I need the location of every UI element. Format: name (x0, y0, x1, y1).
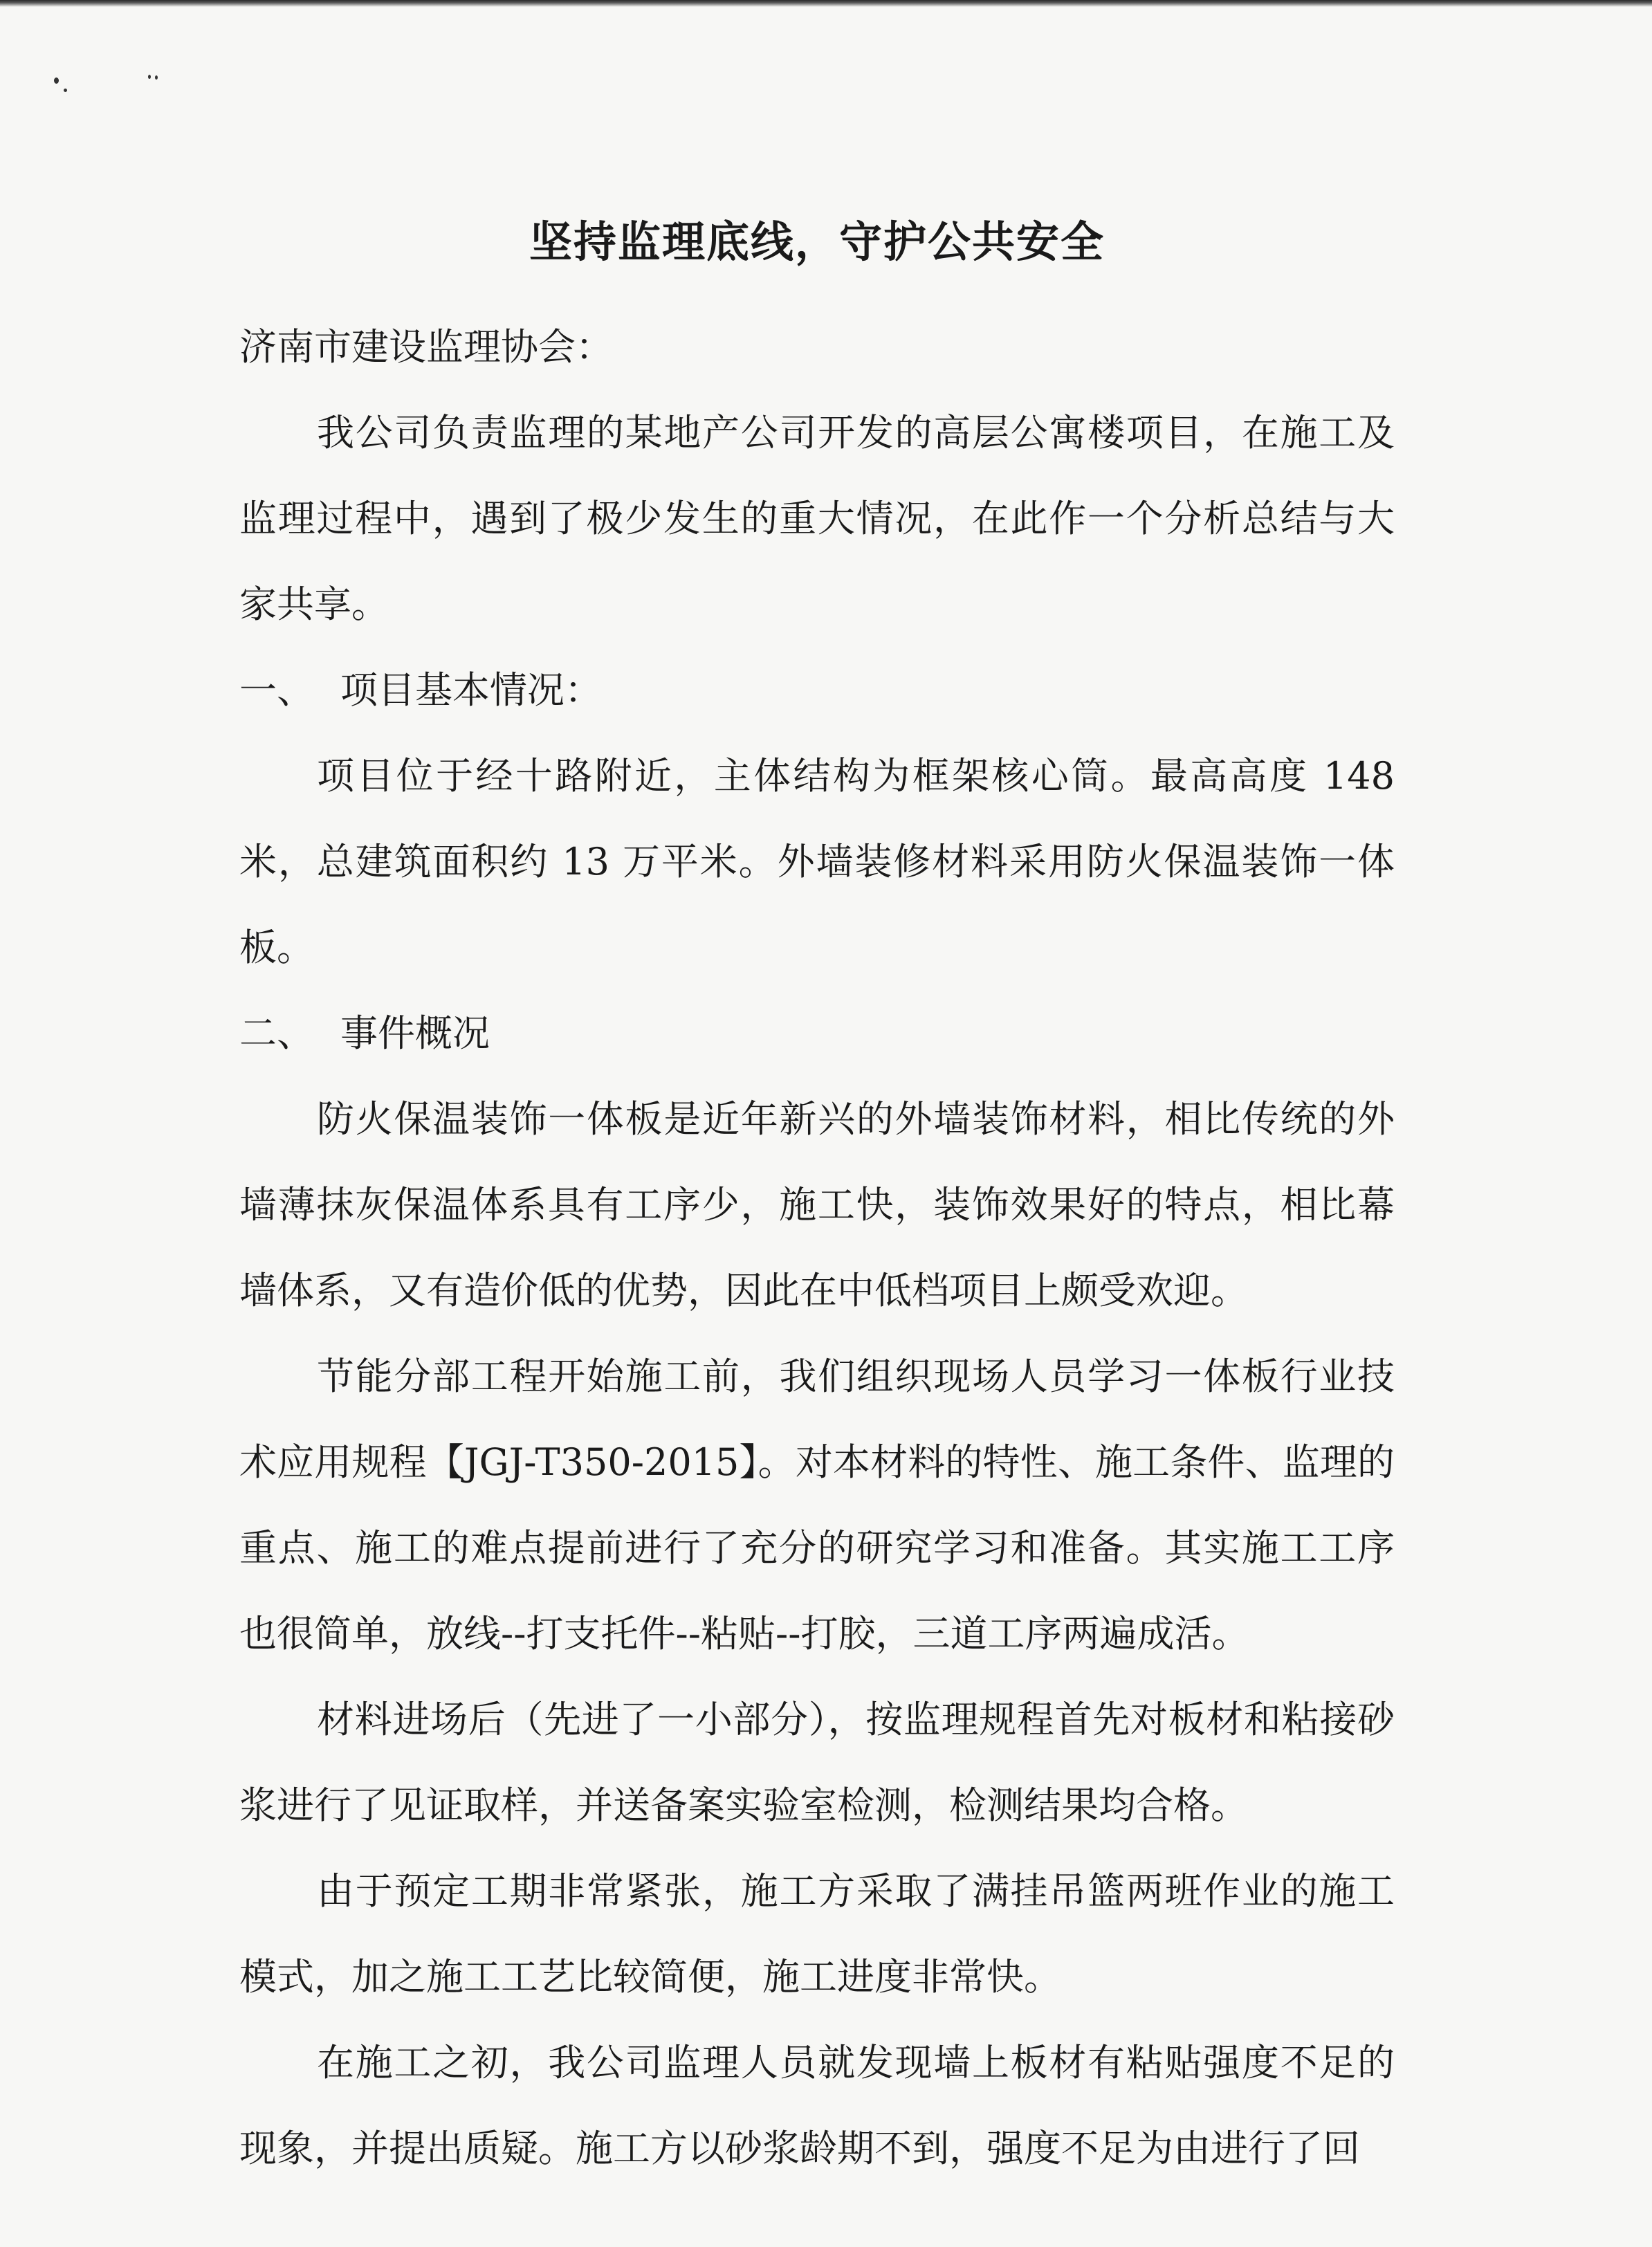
scan-speck (54, 77, 59, 84)
body-paragraph: 在施工之初，我公司监理人员就发现墙上板材有粘贴强度不足的现象，并提出质疑。施工方以砂浆龄期不到，强度不足为由进行了回 (239, 2041, 1395, 2170)
document-page (239, 208, 1395, 2192)
section-title: 项目基本情况： (340, 668, 602, 712)
body-paragraph: 防火保温装饰一体板是近年新兴的外墙装饰材料，相比传统的外墙薄抹灰保温体系具有工序少，施工快，装饰效果好的特点，相比幕墙体系，又有造价低的优势，因此在中低档项目上颇受欢迎。 (239, 1097, 1395, 1312)
body-paragraph: 材料进场后（先进了一小部分），按监理规程首先对板材和粘接砂浆进行了见证取样，并送备案实验室检测，检测结果均合格。 (239, 1698, 1395, 1827)
scan-speck (148, 75, 151, 79)
section-number: 一、 (239, 668, 314, 712)
section-number: 二、 (239, 1011, 314, 1055)
section-heading-1 (239, 648, 1395, 733)
salutation: 济南市建设监理协会： (239, 325, 613, 369)
body-paragraph: 项目位于经十路附近，主体结构为框架核心筒。最高高度 148 米，总建筑面积约 13 万平米。外墙装修材料采用防火保温装饰一体板。 (239, 754, 1395, 969)
scan-speck (155, 75, 158, 80)
intro-paragraph: 我公司负责监理的某地产公司开发的高层公寓楼项目，在施工及监理过程中，遇到了极少发生的重大情况，在此作一个分析总结与大家共享。 (239, 411, 1395, 626)
section-title: 事件概况 (340, 1011, 490, 1055)
scan-speck (64, 89, 67, 92)
section-heading-2 (239, 991, 1395, 1076)
body-paragraph: 由于预定工期非常紧张，施工方采取了满挂吊篮两班作业的施工模式，加之施工工艺比较简便，施工进度非常快。 (239, 1869, 1395, 1999)
document-title: 坚持监理底线，守护公共安全 (529, 217, 1105, 267)
scan-top-edge (0, 0, 1652, 7)
body-paragraph: 节能分部工程开始施工前，我们组织现场人员学习一体板行业技术应用规程【JGJ-T350-2015】。对本材料的特性、施工条件、监理的重点、施工的难点提前进行了充分的研究学习和准备。其实施工工序也很简单，放线--打支托件--粘贴--打胶，三道工序两遍成活。 (239, 1355, 1395, 1656)
